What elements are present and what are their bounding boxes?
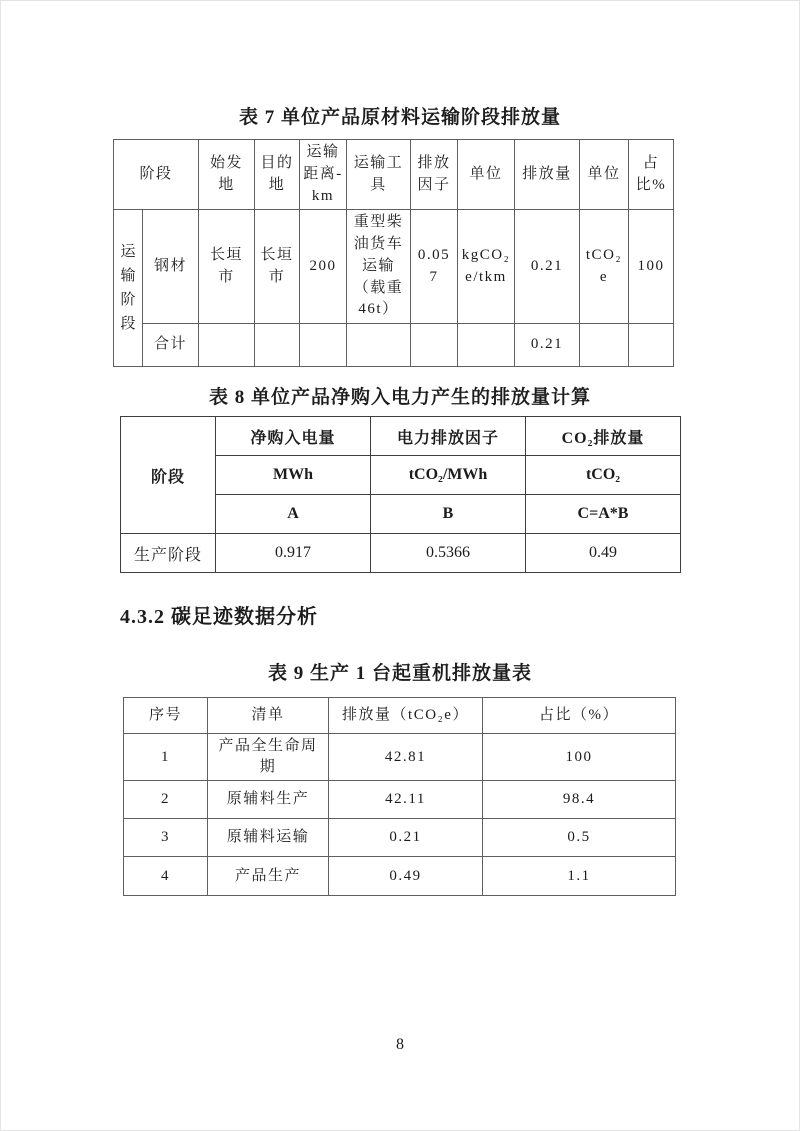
table-row bbox=[114, 210, 674, 324]
table7-title: 表 7 单位产品原材料运输阶段排放量 bbox=[238, 107, 561, 128]
data-cell: 重型柴油货车运输（载重46t） bbox=[347, 210, 411, 324]
data-cell bbox=[255, 324, 300, 367]
header-cell-factor-unit: 单位 bbox=[458, 140, 515, 210]
data-cell: 2 bbox=[124, 781, 208, 819]
header-cell-emission: 排放量 bbox=[515, 140, 580, 210]
data-cell: 0.49 bbox=[526, 534, 681, 573]
header-cell-factor: 电力排放因子 bbox=[371, 417, 526, 456]
data-cell: tCO₂e bbox=[580, 210, 629, 324]
table9-title: 表 9 生产 1 台起重机排放量表 bbox=[267, 663, 532, 684]
header-cell-electricity: 净购入电量 bbox=[216, 417, 371, 456]
data-cell: 100 bbox=[629, 210, 674, 324]
header-cell-emission: 排放量（tCO₂e） bbox=[329, 698, 483, 734]
header-cell-ratio: 占比% bbox=[629, 140, 674, 210]
data-cell: 0.49 bbox=[329, 857, 483, 896]
section-heading-4-3-2: 4.3.2 碳足迹数据分析 bbox=[120, 606, 318, 628]
data-cell: 4 bbox=[124, 857, 208, 896]
table-row bbox=[124, 819, 676, 857]
table-row bbox=[124, 734, 676, 781]
header-cell-ratio: 占比（%） bbox=[483, 698, 676, 734]
table7-material-transport-emissions bbox=[113, 139, 674, 367]
data-cell bbox=[580, 324, 629, 367]
table-header-row bbox=[121, 417, 681, 456]
data-cell bbox=[347, 324, 411, 367]
data-cell: 产品生产 bbox=[208, 857, 329, 896]
table8-title: 表 8 单位产品净购入电力产生的排放量计算 bbox=[208, 387, 591, 408]
header-cell-stage: 阶段 bbox=[121, 417, 216, 534]
data-cell bbox=[629, 324, 674, 367]
data-cell: 1 bbox=[124, 734, 208, 781]
row-group-label: 运输阶段 bbox=[114, 210, 143, 367]
table-header-row bbox=[114, 140, 674, 210]
data-cell-stage: 生产阶段 bbox=[121, 534, 216, 573]
data-cell: 长垣市 bbox=[255, 210, 300, 324]
data-cell bbox=[458, 324, 515, 367]
data-cell: 0.5 bbox=[483, 819, 676, 857]
table-header-row bbox=[124, 698, 676, 734]
table-row bbox=[124, 857, 676, 896]
data-cell: 0.5366 bbox=[371, 534, 526, 573]
table9-crane-emission-summary bbox=[123, 697, 676, 896]
data-cell: 0.21 bbox=[515, 324, 580, 367]
data-cell: 0.057 bbox=[411, 210, 458, 324]
data-cell: 98.4 bbox=[483, 781, 676, 819]
data-cell: 1.1 bbox=[483, 857, 676, 896]
data-cell: 0.21 bbox=[515, 210, 580, 324]
header-cell-emission-unit: 单位 bbox=[580, 140, 629, 210]
data-cell: 产品全生命周期 bbox=[208, 734, 329, 781]
symbol-cell: B bbox=[371, 495, 526, 534]
data-cell: 0.917 bbox=[216, 534, 371, 573]
data-cell: 42.81 bbox=[329, 734, 483, 781]
data-cell: kgCO₂e/tkm bbox=[458, 210, 515, 324]
data-cell: 长垣市 bbox=[199, 210, 255, 324]
data-cell bbox=[300, 324, 347, 367]
unit-cell: tCO₂ bbox=[526, 456, 681, 495]
header-cell-origin: 始发地 bbox=[199, 140, 255, 210]
data-cell: 42.11 bbox=[329, 781, 483, 819]
header-cell-distance: 运输距离-km bbox=[300, 140, 347, 210]
data-cell: 0.21 bbox=[329, 819, 483, 857]
header-cell-index: 序号 bbox=[124, 698, 208, 734]
data-cell bbox=[199, 324, 255, 367]
data-cell: 合计 bbox=[143, 324, 199, 367]
data-cell: 钢材 bbox=[143, 210, 199, 324]
unit-cell: tCO₂/MWh bbox=[371, 456, 526, 495]
symbol-cell: A bbox=[216, 495, 371, 534]
header-cell-item: 清单 bbox=[208, 698, 329, 734]
unit-cell: MWh bbox=[216, 456, 371, 495]
table-data-row bbox=[121, 534, 681, 573]
table-row bbox=[124, 781, 676, 819]
data-cell bbox=[411, 324, 458, 367]
header-cell-factor: 排放因子 bbox=[411, 140, 458, 210]
header-cell-destination: 目的地 bbox=[255, 140, 300, 210]
data-cell: 100 bbox=[483, 734, 676, 781]
symbol-cell: C=A*B bbox=[526, 495, 681, 534]
header-cell-tool: 运输工具 bbox=[347, 140, 411, 210]
data-cell: 3 bbox=[124, 819, 208, 857]
data-cell: 原辅料运输 bbox=[208, 819, 329, 857]
table8-electricity-emission-calc bbox=[120, 416, 681, 573]
table-row-total bbox=[114, 324, 674, 367]
header-cell-stage: 阶段 bbox=[114, 140, 199, 210]
header-cell-co2: CO₂排放量 bbox=[526, 417, 681, 456]
data-cell: 200 bbox=[300, 210, 347, 324]
data-cell: 原辅料生产 bbox=[208, 781, 329, 819]
page-number: 8 bbox=[396, 1036, 404, 1053]
